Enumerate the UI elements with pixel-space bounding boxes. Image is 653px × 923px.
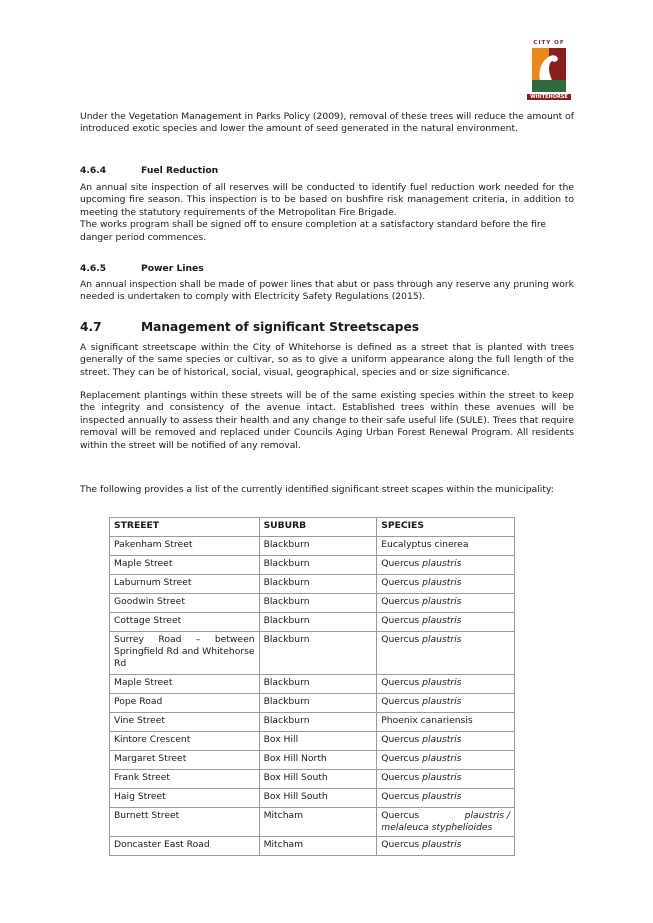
cell-suburb: Blackburn [259, 537, 377, 556]
section-title: Management of significant Streetscapes [141, 320, 420, 334]
species-genus: Quercus [381, 753, 420, 764]
species-genus: Quercus [381, 839, 420, 850]
cell-species [377, 537, 515, 556]
fuel-reduction-paragraph: An annual site inspection of all reserves will be conducted to identify fuel reduction work needed for the upcoming fire season. This inspection is to be based on bushfire risk management criteria, in addition to meeting the statutory requirements of the Metropolitan Fire Brigade. [80, 182, 574, 218]
table-row [110, 751, 515, 770]
table-row [110, 632, 515, 675]
power-lines-paragraph: An annual inspection shall be made of power lines that abut or pass through any reserve any pruning work needed is undertaken to comply with Electricity Safety Regulations (2015). [80, 279, 574, 303]
species-epithet: plaustris [422, 615, 462, 626]
species-genus: Quercus [381, 577, 420, 588]
cell-suburb: Box Hill South [259, 770, 377, 789]
cell-species [377, 751, 515, 770]
cell-suburb: Box Hill [259, 732, 377, 751]
section-number: 4.7 [80, 320, 102, 334]
city-of-whitehorse-logo [528, 40, 570, 100]
table-row [110, 675, 515, 694]
cell-street: Burnett Street [110, 808, 260, 837]
species-epithet: plaustris [422, 791, 462, 802]
cell-street: Cottage Street [110, 613, 260, 632]
header-species: SPECIES [377, 518, 515, 537]
species-line [381, 810, 510, 822]
cell-suburb: Blackburn [259, 613, 377, 632]
cell-species [377, 556, 515, 575]
cell-species [377, 789, 515, 808]
header-suburb: SUBURB [259, 518, 377, 537]
table-row [110, 770, 515, 789]
table-row [110, 594, 515, 613]
cell-species [377, 732, 515, 751]
cell-suburb: Blackburn [259, 575, 377, 594]
cell-suburb: Blackburn [259, 556, 377, 575]
section-heading-4-7 [80, 320, 419, 334]
species-genus: Quercus [381, 634, 420, 645]
cell-street: Kintore Crescent [110, 732, 260, 751]
cell-street: Maple Street [110, 556, 260, 575]
section-body-4-6-4 [80, 182, 574, 244]
table-row [110, 537, 515, 556]
cell-suburb: Blackburn [259, 675, 377, 694]
species-epithet: plaustris [422, 734, 462, 745]
header-street: STREEET [110, 518, 260, 537]
table-row [110, 613, 515, 632]
cell-suburb: Blackburn [259, 594, 377, 613]
species-genus: Quercus [381, 677, 420, 688]
cell-species [377, 713, 515, 732]
cell-suburb: Mitcham [259, 837, 377, 856]
species-genus: Quercus [381, 772, 420, 783]
cell-street: Vine Street [110, 713, 260, 732]
table-row [110, 732, 515, 751]
intro-paragraph: Under the Vegetation Management in Parks Policy (2009), removal of these trees will reduce the amount of introduced exotic species and lower the amount of seed generated in the natural environment. [80, 111, 574, 135]
species-genus: Phoenix canariensis [381, 715, 473, 726]
section-heading-4-6-5 [80, 263, 204, 274]
replacement-plantings-paragraph: Replacement plantings within these streets will be of the same existing species within the street to keep the integrity and consistency of the avenue intact. Established trees within these avenues will be inspected annually to assess their health and any change to their safe useful life (SULE). Trees that require removal will be removed and replaced under Councils Aging Urban Forest Renewal Program. All residents within the street will be notified of any removal. [80, 390, 574, 451]
species-epithet: plaustris [422, 577, 462, 588]
logo-caption-top: CITY OF [533, 40, 565, 46]
cell-species [377, 837, 515, 856]
species-epithet: plaustris [422, 596, 462, 607]
cell-suburb: Box Hill North [259, 751, 377, 770]
logo-caption-bottom: WHITEHORSE [527, 94, 571, 100]
species-epithet: plaustris [422, 753, 462, 764]
fuel-reduction-paragraph-2: The works program shall be signed off to ensure completion at a satisfactory standard before the fire danger period commences. [80, 219, 547, 243]
cell-street: Pakenham Street [110, 537, 260, 556]
cell-street: Laburnum Street [110, 575, 260, 594]
cell-species [377, 632, 515, 675]
streetscape-definition-paragraph: A significant streetscape within the City of Whitehorse is defined as a street that is planted with trees generally of the same species or cultivar, so as to give a uniform appearance along the full length of the street. They can be of historical, social, visual, geographical, species and or size significance. [80, 342, 574, 378]
table-row [110, 808, 515, 837]
cell-species [377, 694, 515, 713]
table-row [110, 713, 515, 732]
species-genus: Quercus [381, 696, 420, 707]
species-epithet: plaustris [422, 634, 462, 645]
species-epithet: plaustris [422, 839, 462, 850]
cell-suburb: Blackburn [259, 632, 377, 675]
table-row [110, 575, 515, 594]
cell-species [377, 808, 515, 837]
section-number: 4.6.4 [80, 165, 107, 176]
species-genus: Quercus [381, 558, 420, 569]
section-number: 4.6.5 [80, 263, 107, 274]
cell-species [377, 575, 515, 594]
cell-suburb: Box Hill South [259, 789, 377, 808]
species-genus: Quercus [381, 791, 420, 802]
species-epithet: plaustris [422, 677, 462, 688]
cell-street: Maple Street [110, 675, 260, 694]
table-intro-paragraph: The following provides a list of the currently identified significant street scapes within the municipality: [80, 484, 554, 495]
cell-suburb: Mitcham [259, 808, 377, 837]
section-heading-4-6-4 [80, 165, 218, 176]
cell-street: Haig Street [110, 789, 260, 808]
species-extra: melaleuca styphelioides [381, 822, 493, 833]
section-title: Fuel Reduction [141, 165, 219, 176]
table-row [110, 837, 515, 856]
cell-street: Frank Street [110, 770, 260, 789]
cell-street: Margaret Street [110, 751, 260, 770]
table-header-row [110, 518, 515, 537]
cell-species [377, 675, 515, 694]
cell-street: Surrey Road – between Springfield Rd and Whitehorse Rd [110, 632, 260, 675]
table-row [110, 556, 515, 575]
species-genus: Quercus [381, 810, 420, 821]
cell-street: Goodwin Street [110, 594, 260, 613]
species-genus: Quercus [381, 734, 420, 745]
species-epithet: plaustris [422, 696, 462, 707]
species-genus: Quercus [381, 615, 420, 626]
streetscapes-table [109, 517, 515, 856]
cell-suburb: Blackburn [259, 694, 377, 713]
cell-street: Pope Road [110, 694, 260, 713]
species-genus: Quercus [381, 596, 420, 607]
cell-species [377, 594, 515, 613]
section-title: Power Lines [141, 263, 204, 274]
species-epithet: plaustris [422, 558, 462, 569]
species-epithet: plaustris / [464, 810, 510, 821]
cell-species [377, 613, 515, 632]
cell-suburb: Blackburn [259, 713, 377, 732]
cell-street: Doncaster East Road [110, 837, 260, 856]
species-epithet: plaustris [422, 772, 462, 783]
cell-species [377, 770, 515, 789]
table-row [110, 694, 515, 713]
species-genus: Eucalyptus cinerea [381, 539, 469, 550]
table-row [110, 789, 515, 808]
